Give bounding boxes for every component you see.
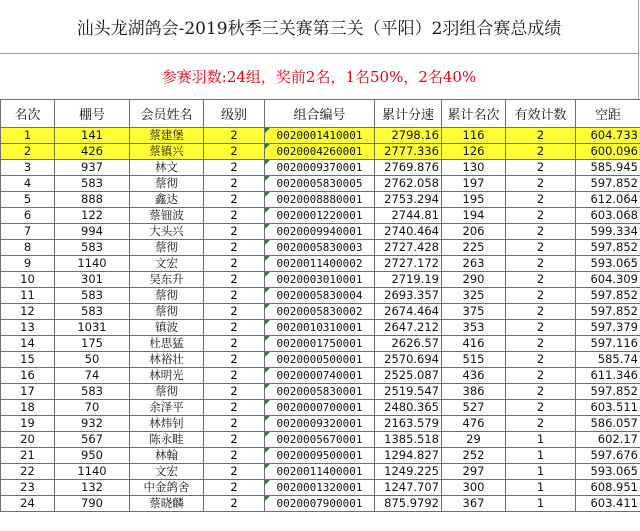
cell-cumulative-rank[interactable]: 263 [442,256,506,272]
cell-member-name[interactable]: 中金鸽舍 [130,480,204,496]
cell-combo-code[interactable]: 0020001320001 [265,480,375,496]
cell-valid-count[interactable]: 1 [506,480,576,496]
cell-loft-no[interactable]: 74 [55,368,130,384]
cell-cumulative-speed[interactable]: 2798.16 [375,128,442,144]
cell-rank[interactable]: 8 [1,240,55,256]
cell-valid-count[interactable]: 2 [506,144,576,160]
cell-rank[interactable]: 13 [1,320,55,336]
cell-combo-code[interactable]: 0020007900001 [265,496,375,512]
cell-cumulative-rank[interactable]: 375 [442,304,506,320]
cell-level[interactable]: 2 [204,368,265,384]
cell-member-name[interactable]: 林翰 [130,448,204,464]
cell-rank[interactable]: 18 [1,400,55,416]
cell-cumulative-rank[interactable]: 252 [442,448,506,464]
cell-valid-count[interactable]: 1 [506,432,576,448]
cell-cumulative-rank[interactable]: 195 [442,192,506,208]
cell-rank[interactable]: 3 [1,160,55,176]
cell-cumulative-rank[interactable]: 436 [442,368,506,384]
cell-combo-code[interactable]: 0020003010001 [265,272,375,288]
cell-distance[interactable]: 611.346 [576,368,640,384]
cell-combo-code[interactable]: 0020000700001 [265,400,375,416]
cell-loft-no[interactable]: 994 [55,224,130,240]
cell-distance[interactable]: 597.852 [576,240,640,256]
cell-loft-no[interactable]: 1031 [55,320,130,336]
table-row [1,416,640,432]
cell-cumulative-speed[interactable]: 2519.547 [375,384,442,400]
cell-level[interactable]: 2 [204,208,265,224]
cell-combo-code[interactable]: 0020005830001 [265,384,375,400]
cell-combo-code[interactable]: 0020005830003 [265,240,375,256]
cell-level[interactable]: 2 [204,144,265,160]
table-row [1,496,640,512]
cell-member-name[interactable]: 蔡镇兴 [130,144,204,160]
header-cumulative-rank[interactable]: 累计名次 [442,100,506,128]
cell-rank[interactable]: 20 [1,432,55,448]
cell-cumulative-rank[interactable]: 476 [442,416,506,432]
cell-distance[interactable]: 586.057 [576,416,640,432]
cell-distance[interactable]: 597.676 [576,448,640,464]
cell-valid-count[interactable]: 2 [506,160,576,176]
table-row [1,128,640,144]
cell-loft-no[interactable]: 132 [55,480,130,496]
cell-level[interactable]: 2 [204,256,265,272]
cell-level[interactable]: 2 [204,400,265,416]
cell-rank[interactable]: 10 [1,272,55,288]
table-row [1,256,640,272]
cell-level[interactable]: 2 [204,336,265,352]
cell-cumulative-speed[interactable]: 2480.365 [375,400,442,416]
cell-cumulative-rank[interactable]: 126 [442,144,506,160]
cell-loft-no[interactable]: 175 [55,336,130,352]
cell-valid-count[interactable]: 2 [506,240,576,256]
cell-cumulative-rank[interactable]: 29 [442,432,506,448]
cell-cumulative-speed[interactable]: 2727.428 [375,240,442,256]
cell-member-name[interactable]: 蔡建堡 [130,128,204,144]
cell-valid-count[interactable]: 2 [506,128,576,144]
cell-cumulative-speed[interactable]: 2727.172 [375,256,442,272]
cell-member-name[interactable]: 文宏 [130,464,204,480]
cell-combo-code[interactable]: 0020011400002 [265,256,375,272]
cell-distance[interactable]: 603.068 [576,208,640,224]
cell-rank[interactable]: 2 [1,144,55,160]
cell-cumulative-speed[interactable]: 2163.579 [375,416,442,432]
cell-level[interactable]: 2 [204,224,265,240]
cell-rank[interactable]: 15 [1,352,55,368]
table-row [1,272,640,288]
cell-member-name[interactable]: 蔡彻 [130,288,204,304]
cell-cumulative-rank[interactable]: 290 [442,272,506,288]
table-row [1,144,640,160]
cell-cumulative-speed[interactable]: 1249.225 [375,464,442,480]
cell-cumulative-speed[interactable]: 2753.294 [375,192,442,208]
cell-cumulative-speed[interactable]: 2647.212 [375,320,442,336]
cell-valid-count[interactable]: 2 [506,256,576,272]
cell-cumulative-speed[interactable]: 1294.827 [375,448,442,464]
cell-cumulative-speed[interactable]: 1385.518 [375,432,442,448]
cell-distance[interactable]: 612.064 [576,192,640,208]
cell-cumulative-speed[interactable]: 1247.707 [375,480,442,496]
cell-combo-code[interactable]: 0020005670001 [265,432,375,448]
cell-valid-count[interactable]: 1 [506,464,576,480]
cell-loft-no[interactable]: 888 [55,192,130,208]
cell-combo-code[interactable]: 0020001750001 [265,336,375,352]
cell-combo-code[interactable]: 0020005830002 [265,304,375,320]
table-row [1,368,640,384]
cell-distance[interactable]: 597.379 [576,320,640,336]
cell-combo-code[interactable]: 0020010310001 [265,320,375,336]
cell-distance[interactable]: 597.852 [576,304,640,320]
cell-level[interactable]: 2 [204,304,265,320]
cell-rank[interactable]: 17 [1,384,55,400]
cell-combo-code[interactable]: 0020011400001 [265,464,375,480]
table-row [1,240,640,256]
cell-combo-code[interactable]: 0020005830005 [265,176,375,192]
cell-cumulative-speed[interactable]: 2570.694 [375,352,442,368]
cell-cumulative-rank[interactable]: 297 [442,464,506,480]
table-row [1,336,640,352]
cell-valid-count[interactable]: 2 [506,336,576,352]
table-row [1,448,640,464]
cell-cumulative-speed[interactable]: 2525.087 [375,368,442,384]
cell-valid-count[interactable]: 2 [506,176,576,192]
cell-valid-count[interactable]: 1 [506,496,576,512]
cell-member-name[interactable]: 林文 [130,160,204,176]
cell-cumulative-speed[interactable]: 2762.058 [375,176,442,192]
cell-rank[interactable]: 11 [1,288,55,304]
sheet-title[interactable]: 汕头龙湖鸽会-2019秋季三关赛第三关（平阳）2羽组合赛总成绩 [0,0,639,54]
cell-valid-count[interactable]: 2 [506,416,576,432]
cell-member-name[interactable]: 蔡彻 [130,304,204,320]
table-row [1,320,640,336]
cell-level[interactable]: 2 [204,128,265,144]
cell-rank[interactable]: 12 [1,304,55,320]
cell-distance[interactable]: 602.17 [576,432,640,448]
cell-cumulative-rank[interactable]: 225 [442,240,506,256]
table-row [1,480,640,496]
table-row [1,224,640,240]
cell-loft-no[interactable]: 790 [55,496,130,512]
cell-distance[interactable]: 593.065 [576,256,640,272]
cell-level[interactable]: 2 [204,160,265,176]
cell-loft-no[interactable]: 950 [55,448,130,464]
cell-member-name[interactable]: 林裕壮 [130,352,204,368]
cell-distance[interactable]: 597.852 [576,384,640,400]
cell-cumulative-speed[interactable]: 2769.876 [375,160,442,176]
cell-loft-no[interactable]: 1140 [55,464,130,480]
cell-valid-count[interactable]: 2 [506,272,576,288]
cell-loft-no[interactable]: 583 [55,240,130,256]
table-row [1,352,640,368]
cell-member-name[interactable]: 大头兴 [130,224,204,240]
cell-rank[interactable]: 21 [1,448,55,464]
cell-distance[interactable]: 597.116 [576,336,640,352]
table-row [1,304,640,320]
cell-member-name[interactable]: 蔡彻 [130,384,204,400]
cell-member-name[interactable]: 蔡晓麟 [130,496,204,512]
cell-rank[interactable]: 1 [1,128,55,144]
table-row [1,288,640,304]
cell-level[interactable]: 2 [204,496,265,512]
cell-rank[interactable]: 23 [1,480,55,496]
cell-cumulative-rank[interactable]: 197 [442,176,506,192]
cell-cumulative-rank[interactable]: 206 [442,224,506,240]
cell-distance[interactable]: 603.411 [576,496,640,512]
cell-cumulative-rank[interactable]: 325 [442,288,506,304]
table-row [1,464,640,480]
cell-level[interactable]: 2 [204,432,265,448]
cell-level[interactable]: 2 [204,176,265,192]
cell-distance[interactable]: 585.945 [576,160,640,176]
cell-combo-code[interactable]: 0020005830004 [265,288,375,304]
cell-cumulative-speed[interactable]: 2740.464 [375,224,442,240]
cell-member-name[interactable]: 陈永畦 [130,432,204,448]
cell-valid-count[interactable]: 2 [506,400,576,416]
cell-cumulative-rank[interactable]: 194 [442,208,506,224]
cell-member-name[interactable]: 蔡钿波 [130,208,204,224]
header-member-name[interactable]: 会员姓名 [130,100,204,128]
cell-loft-no[interactable]: 583 [55,288,130,304]
cell-combo-code[interactable]: 0020001220001 [265,208,375,224]
cell-loft-no[interactable]: 426 [55,144,130,160]
cell-rank[interactable]: 4 [1,176,55,192]
cell-combo-code[interactable]: 0020009500001 [265,448,375,464]
cell-distance[interactable]: 604.733 [576,128,640,144]
table-body [1,128,640,512]
cell-cumulative-rank[interactable]: 367 [442,496,506,512]
cell-valid-count[interactable]: 2 [506,224,576,240]
cell-distance[interactable]: 608.951 [576,480,640,496]
table-row [1,176,640,192]
cell-combo-code[interactable]: 0020009370001 [265,160,375,176]
cell-rank[interactable]: 9 [1,256,55,272]
cell-cumulative-rank[interactable]: 130 [442,160,506,176]
header-rank[interactable]: 名次 [1,100,55,128]
cell-loft-no[interactable]: 141 [55,128,130,144]
cell-distance[interactable]: 597.852 [576,176,640,192]
cell-loft-no[interactable]: 122 [55,208,130,224]
cell-level[interactable]: 2 [204,416,265,432]
cell-rank[interactable]: 5 [1,192,55,208]
cell-valid-count[interactable]: 2 [506,352,576,368]
cell-combo-code[interactable]: 0020004260001 [265,144,375,160]
cell-level[interactable]: 2 [204,448,265,464]
sheet-subtitle[interactable]: 参赛羽数:24组，奖前2名，1名50%，2名40% [0,54,639,99]
cell-rank[interactable]: 6 [1,208,55,224]
cell-loft-no[interactable]: 567 [55,432,130,448]
cell-valid-count[interactable]: 2 [506,384,576,400]
header-level[interactable]: 级别 [204,100,265,128]
cell-rank[interactable]: 24 [1,496,55,512]
cell-combo-code[interactable]: 0020000740001 [265,368,375,384]
cell-valid-count[interactable]: 1 [506,448,576,464]
cell-loft-no[interactable]: 1140 [55,256,130,272]
cell-cumulative-rank[interactable]: 116 [442,128,506,144]
cell-valid-count[interactable]: 2 [506,304,576,320]
cell-combo-code[interactable]: 0020001410001 [265,128,375,144]
cell-rank[interactable]: 7 [1,224,55,240]
header-loft-no[interactable]: 棚号 [55,100,130,128]
cell-level[interactable]: 2 [204,192,265,208]
cell-cumulative-speed[interactable]: 2674.464 [375,304,442,320]
cell-loft-no[interactable]: 583 [55,384,130,400]
cell-member-name[interactable]: 文宏 [130,256,204,272]
cell-member-name[interactable]: 林炜钊 [130,416,204,432]
cell-valid-count[interactable]: 2 [506,192,576,208]
cell-member-name[interactable]: 镇波 [130,320,204,336]
cell-cumulative-speed[interactable]: 875.9792 [375,496,442,512]
cell-loft-no[interactable]: 583 [55,304,130,320]
cell-loft-no[interactable]: 583 [55,176,130,192]
cell-loft-no[interactable]: 70 [55,400,130,416]
results-table [0,99,640,512]
cell-cumulative-speed[interactable]: 2777.336 [375,144,442,160]
cell-rank[interactable]: 14 [1,336,55,352]
cell-cumulative-speed[interactable]: 2719.19 [375,272,442,288]
cell-member-name[interactable]: 蔡彻 [130,240,204,256]
table-row [1,384,640,400]
cell-distance[interactable]: 600.096 [576,144,640,160]
table-row [1,432,640,448]
cell-level[interactable]: 2 [204,352,265,368]
table-row [1,208,640,224]
cell-combo-code[interactable]: 0020009940001 [265,224,375,240]
cell-level[interactable]: 2 [204,288,265,304]
cell-rank[interactable]: 19 [1,416,55,432]
cell-cumulative-rank[interactable]: 300 [442,480,506,496]
cell-cumulative-speed[interactable]: 2744.81 [375,208,442,224]
cell-cumulative-rank[interactable]: 416 [442,336,506,352]
table-row [1,192,640,208]
cell-distance[interactable]: 597.852 [576,288,640,304]
cell-member-name[interactable]: 余泽平 [130,400,204,416]
header-cumulative-speed[interactable]: 累计分速 [375,100,442,128]
cell-cumulative-rank[interactable]: 353 [442,320,506,336]
cell-member-name[interactable]: 蔡彻 [130,176,204,192]
cell-member-name[interactable]: 吴东升 [130,272,204,288]
header-valid-count[interactable]: 有效计数 [506,100,576,128]
cell-distance[interactable]: 599.334 [576,224,640,240]
cell-member-name[interactable]: 林明光 [130,368,204,384]
cell-member-name[interactable]: 杜思猛 [130,336,204,352]
table-row [1,160,640,176]
cell-distance[interactable]: 593.065 [576,464,640,480]
cell-loft-no[interactable]: 301 [55,272,130,288]
cell-level[interactable]: 2 [204,464,265,480]
cell-combo-code[interactable]: 0020008880001 [265,192,375,208]
cell-level[interactable]: 2 [204,240,265,256]
cell-loft-no[interactable]: 932 [55,416,130,432]
cell-valid-count[interactable]: 2 [506,288,576,304]
table-row [1,400,640,416]
cell-member-name[interactable]: 鑫达 [130,192,204,208]
cell-distance[interactable]: 603.511 [576,400,640,416]
cell-valid-count[interactable]: 2 [506,320,576,336]
cell-cumulative-rank[interactable]: 527 [442,400,506,416]
cell-level[interactable]: 2 [204,480,265,496]
cell-valid-count[interactable]: 2 [506,368,576,384]
cell-cumulative-rank[interactable]: 386 [442,384,506,400]
cell-cumulative-rank[interactable]: 515 [442,352,506,368]
cell-combo-code[interactable]: 0020000500001 [265,352,375,368]
cell-loft-no[interactable]: 50 [55,352,130,368]
header-distance[interactable]: 空距 [576,100,640,128]
cell-loft-no[interactable]: 937 [55,160,130,176]
cell-rank[interactable]: 16 [1,368,55,384]
cell-combo-code[interactable]: 0020009320001 [265,416,375,432]
header-combo-code[interactable]: 组合编号 [265,100,375,128]
cell-cumulative-speed[interactable]: 2626.57 [375,336,442,352]
header-row [1,100,640,128]
cell-level[interactable]: 2 [204,384,265,400]
cell-cumulative-speed[interactable]: 2693.357 [375,288,442,304]
cell-valid-count[interactable]: 2 [506,208,576,224]
cell-distance[interactable]: 585.74 [576,352,640,368]
cell-rank[interactable]: 22 [1,464,55,480]
cell-level[interactable]: 2 [204,272,265,288]
cell-distance[interactable]: 604.309 [576,272,640,288]
cell-level[interactable]: 2 [204,320,265,336]
